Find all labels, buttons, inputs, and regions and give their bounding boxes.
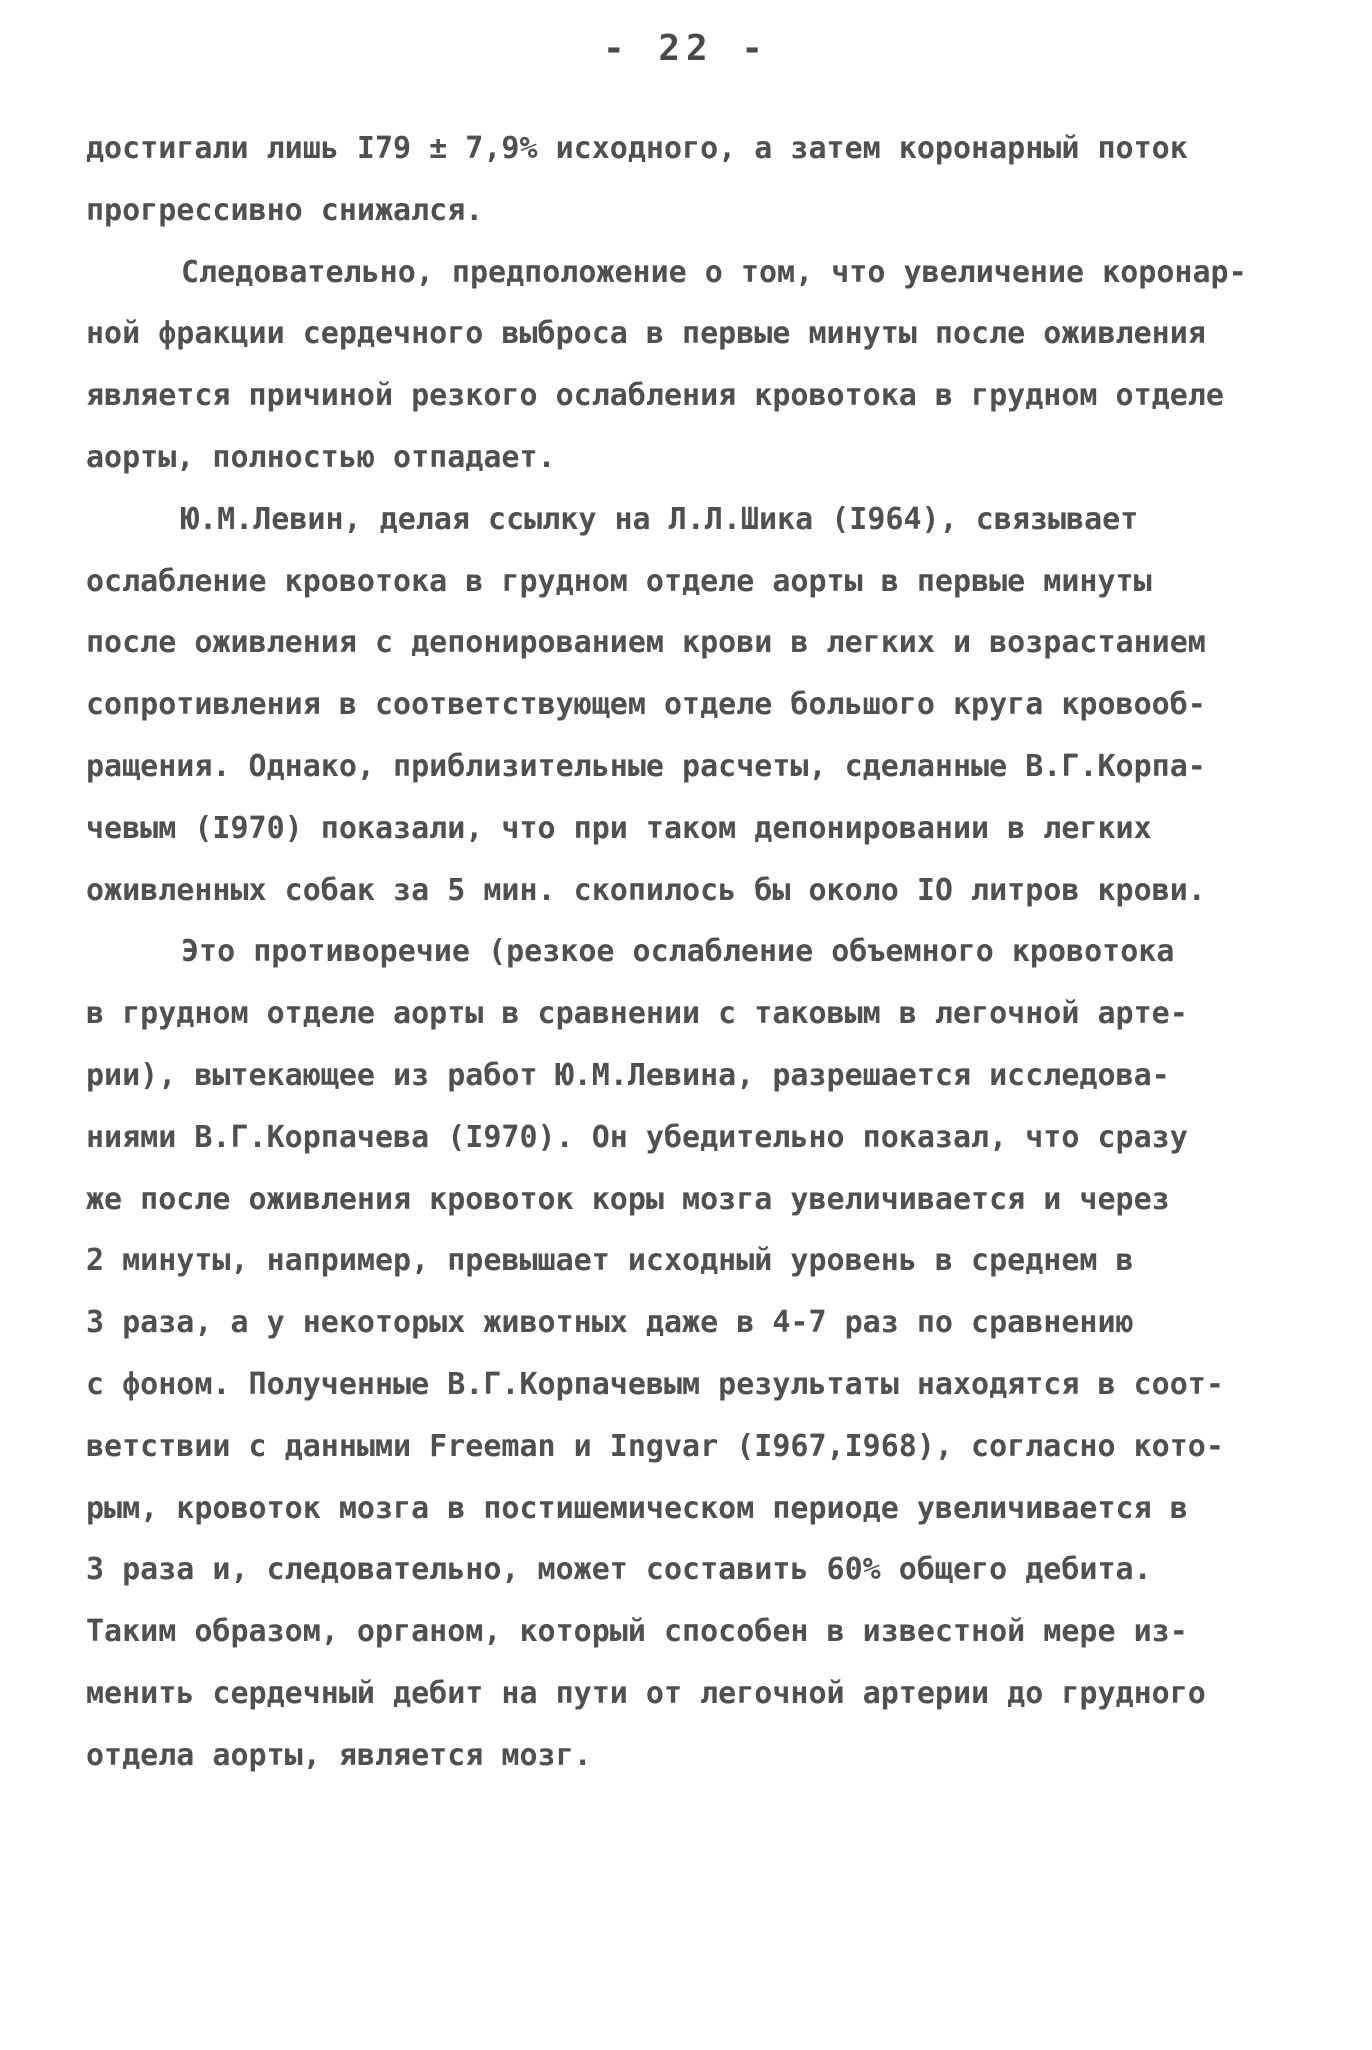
text-line: 3 раза, а у некоторых животных даже в 4-7 раз по сравнению [86,1305,1134,1341]
text-line: ниями В.Г.Корпачева (I970). Он убедительно показал, что сразу [86,1119,1188,1155]
text-line: после оживления с депонированием крови в легких и возрастанием [86,625,1206,661]
text-line: 2 минуты, например, превышает исходный уровень в среднем в [86,1243,1134,1279]
text-line: ослабление кровотока в грудном отделе аорты в первые минуты [86,563,1152,599]
text-line: сопротивления в соответствующем отделе большого круга кровооб- [86,687,1206,723]
text-line: ветствии с данными Freeman и Ingvar (I967,I968), согласно кото- [86,1428,1224,1464]
text-line: ной фракции сердечного выброса в первые минуты после оживления [86,316,1206,352]
text-line: с фоном. Полученные В.Г.Корпачевым результаты находятся в соот- [86,1366,1224,1402]
paragraph-start-line: Следовательно, предположение о том, что увеличение коронар- [181,254,1247,290]
text-line: в грудном отделе аорты в сравнении с таковым в легочной арте- [86,996,1188,1032]
text-line: оживленных собак за 5 мин. скопилось бы около IO литров крови. [86,872,1206,908]
text-line: отдела аорты, является мозг. [86,1737,592,1773]
text-line: 3 раза и, следовательно, может составить 60% общего дебита. [86,1552,1152,1588]
text-line: менить сердечный дебит на пути от легочной артерии до грудного [86,1675,1206,1711]
paragraph-start-line: Ю.М.Левин, делая ссылку на Л.Л.Шика (I964), связывает [181,501,1139,537]
text-line: чевым (I970) показали, что при таком депонировании в легких [86,810,1152,846]
paragraph-start-line: Это противоречие (резкое ослабление объемного кровотока [181,934,1175,970]
text-line: является причиной резкого ослабления кровотока в грудном отделе [86,378,1224,414]
text-line: ращения. Однако, приблизительные расчеты, сделанные В.Г.Корпа- [86,748,1206,784]
text-line: прогрессивно снижался. [86,192,484,228]
text-line: Таким образом, органом, который способен в известной мере из- [86,1614,1188,1650]
text-line: рым, кровоток мозга в постишемическом периоде увеличивается в [86,1490,1188,1526]
body-text [86,118,1296,1787]
text-line: достигали лишь I79 ± 7,9% исходного, а затем коронарный поток [86,131,1188,166]
text-line: аорты, полностью отпадает. [86,439,556,475]
text-line: же после оживления кровоток коры мозга увеличивается и через [86,1181,1170,1217]
page-number: - 22 - [602,28,770,69]
text-line: рии), вытекающее из работ Ю.М.Левина, разрешается исследова- [86,1057,1170,1093]
